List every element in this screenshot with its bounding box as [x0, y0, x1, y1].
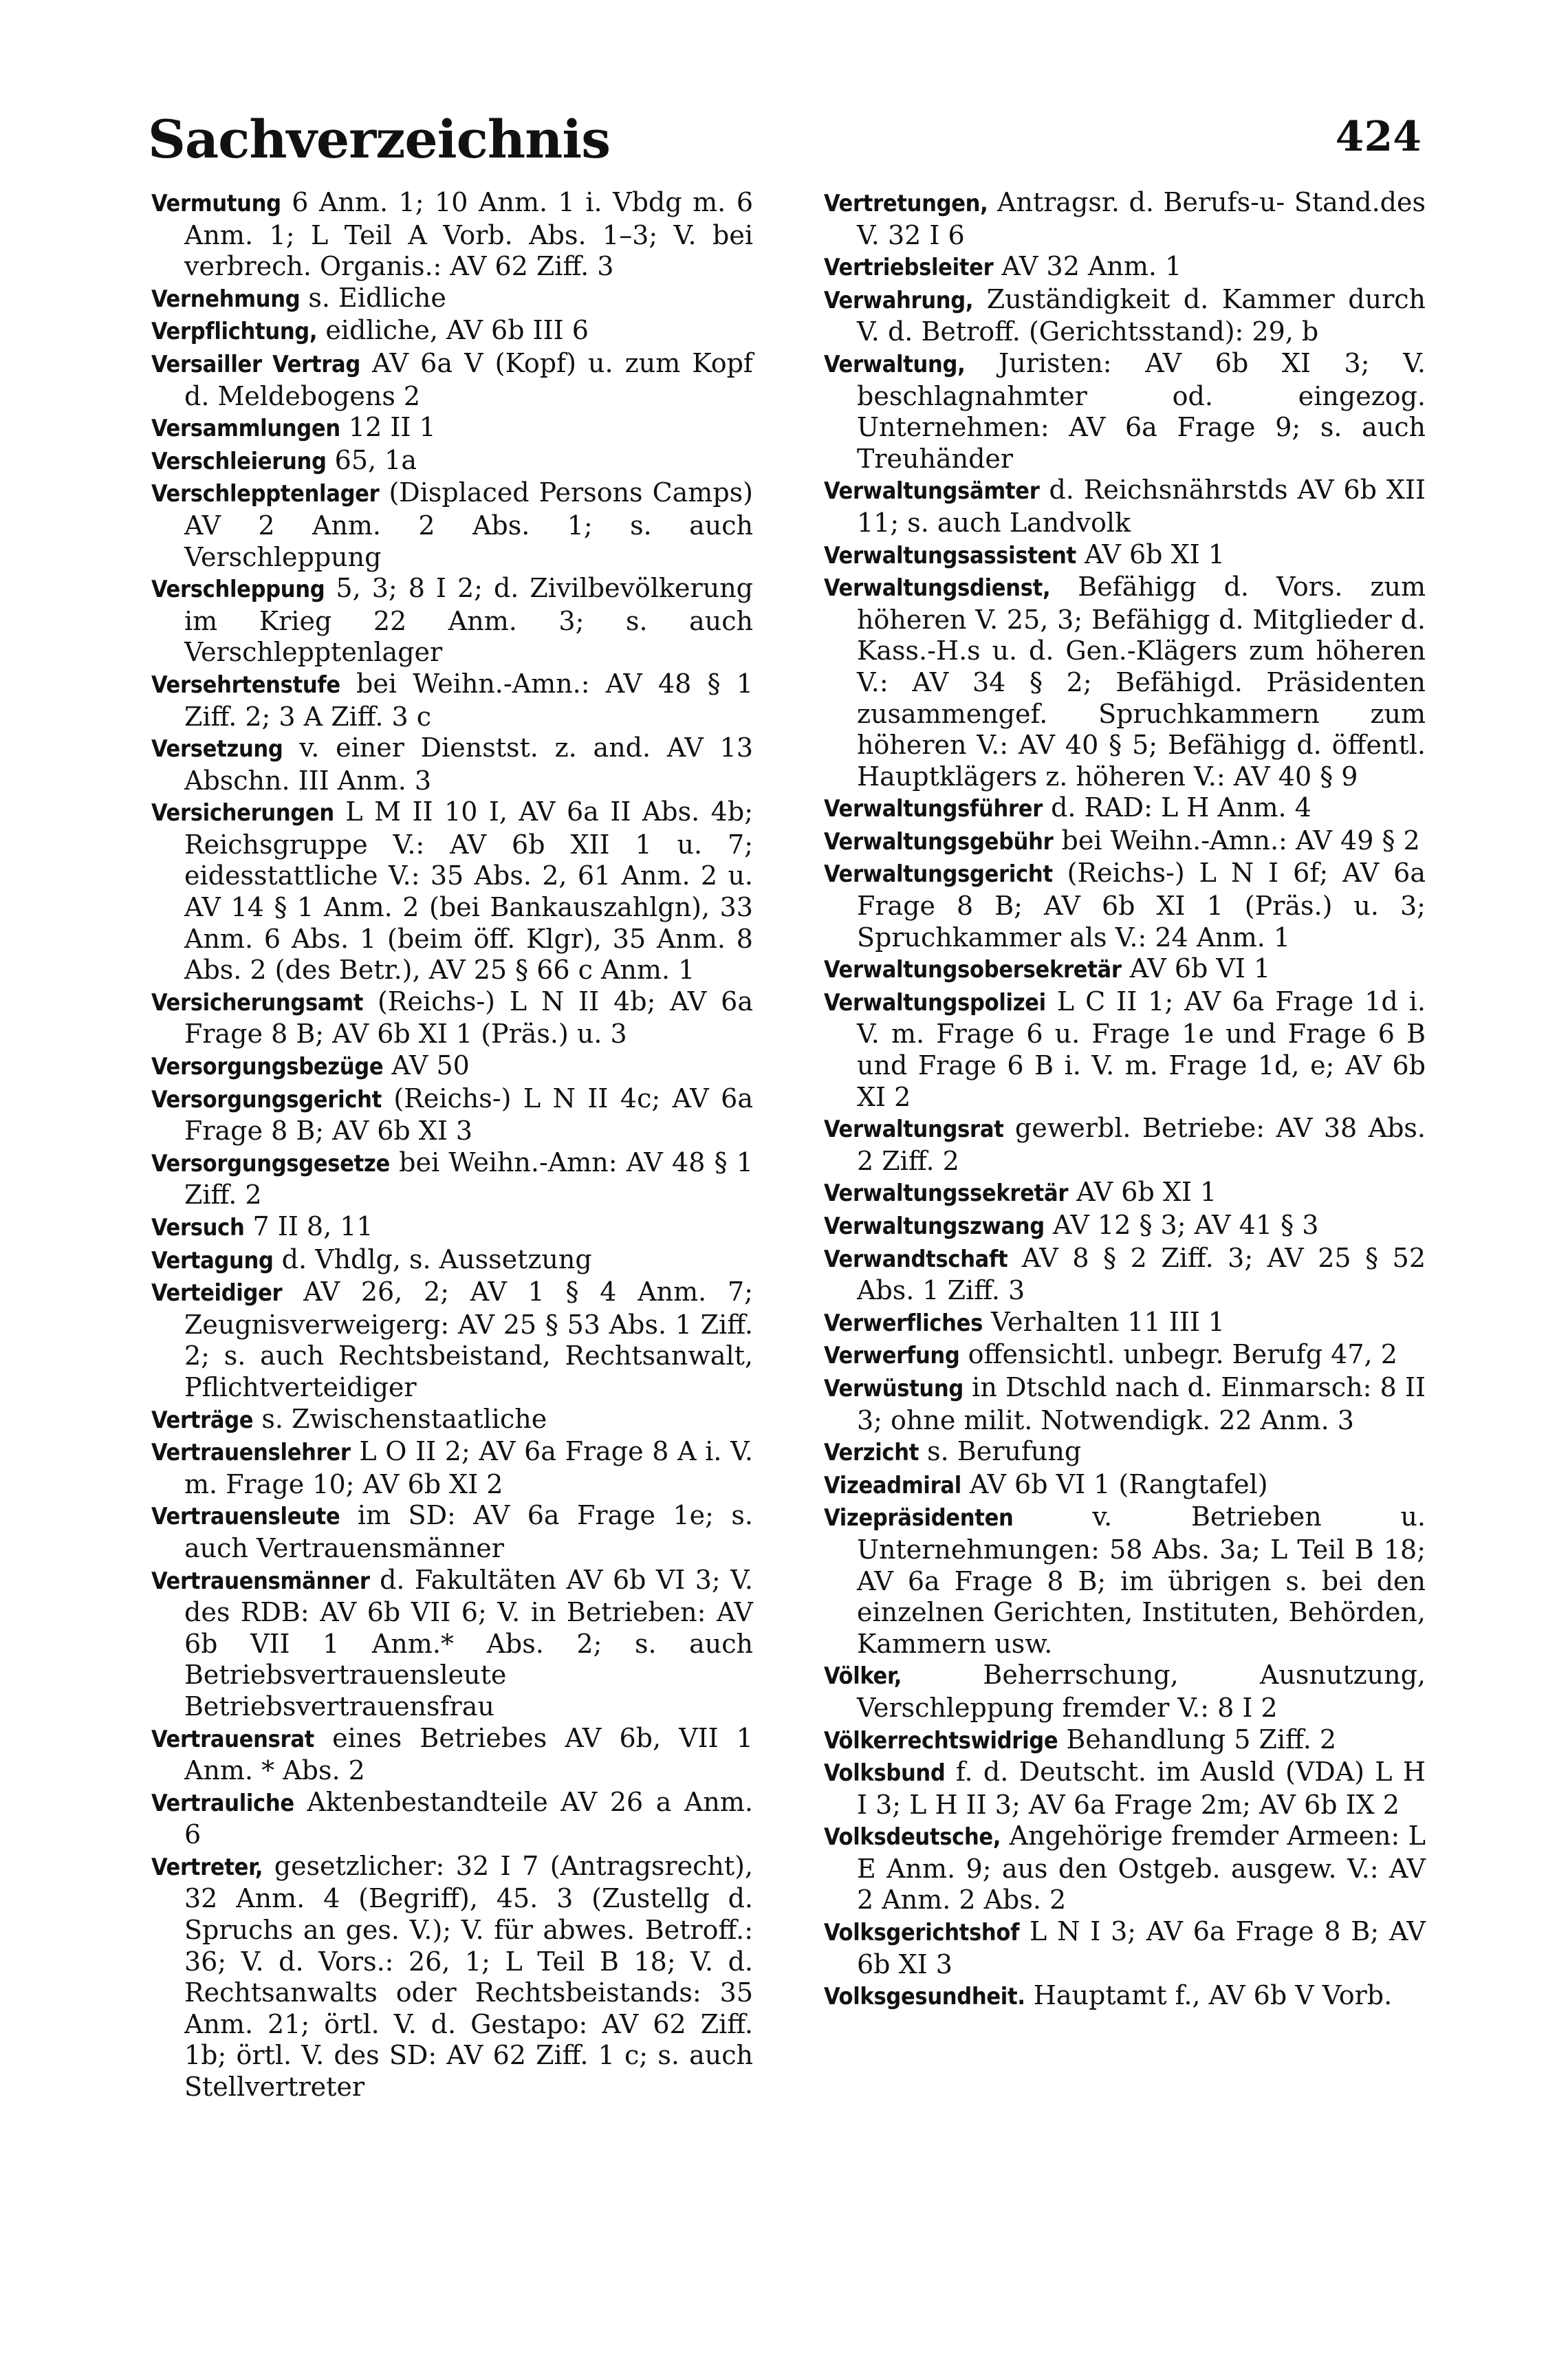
index-reference: AV 12 § 3; AV 41 § 3 [1044, 1210, 1319, 1240]
index-reference: L M II 10 I, AV 6a II Abs. 4b; Reichsgruppe V.: AV 6b XII 1 u. 7; eidesstattliche V.: 35 Abs. 2, 61 Anm. 2 u. AV 14 § 1 Anm. 2 (bei Bankauszahlgn), 33 Anm. 6 Abs. 1 (beim öff. Klgr), 35 Anm. 8 Abs. 2 (des Betr.), AV 25 § 66 c Anm. 1 [184, 796, 753, 986]
index-reference: L N I 3; AV 6a Frage 8 B; AV 6b XI 3 [857, 1916, 1426, 1979]
index-term: Versuch [151, 1214, 245, 1241]
index-entry [151, 573, 753, 669]
index-reference: s. Zwischenstaatliche [253, 1403, 547, 1434]
page-number: 424 [1335, 113, 1422, 161]
index-term: Vizeadmiral [824, 1471, 961, 1499]
index-entry [151, 1436, 753, 1500]
index-reference: im SD: AV 6a Frage 1e; s. auch Vertrauensmänner [184, 1500, 753, 1563]
index-entry [824, 1339, 1426, 1372]
index-entry [824, 1436, 1426, 1469]
index-reference: AV 8 § 2 Ziff. 3; AV 25 § 52 Abs. 1 Ziff. 3 [857, 1242, 1426, 1306]
index-reference: offensichtl. unbegr. Berufg 47, 2 [959, 1339, 1397, 1370]
index-reference: L C II 1; AV 6a Frage 1d i. V. m. Frage 6 u. Frage 1e und Frage 6 B und Frage 6 B i. V. m. Frage 1d, e; AV 6b XI 2 [857, 986, 1426, 1112]
index-entry [824, 953, 1426, 986]
index-reference: gesetzlicher: 32 I 7 (Antragsrecht), 32 Anm. 4 (Begriff), 45. 3 (Zustellg d. Spruchs an ges. V.); V. für abwes. Betroff.: 36; V. d. Vors.: 26, 1; L Teil B 18; V. d. Rechtsanwalts oder Rechtsbeistands: 35 Anm. 21; örtl. V. d. Gestapo: AV 62 Ziff. 1b; örtl. V. des SD: AV 62 Ziff. 1 c; s. auch Stellvertreter [184, 1850, 753, 2103]
index-entry [824, 1177, 1426, 1210]
index-reference: AV 50 [383, 1050, 470, 1081]
index-reference: v. einer Dienstst. z. and. AV 13 Abschn. III Anm. 3 [184, 732, 753, 796]
index-reference: AV 6b XI 1 [1076, 539, 1225, 569]
index-term: Verwaltungsobersekretär [824, 956, 1122, 984]
index-entry [824, 1821, 1426, 1916]
index-reference: Juristen: AV 6b XI 3; V. beschlagnahmter od. eingezog. Unternehmen: AV 6a Frage 9; s. auch Treuhänder [857, 347, 1426, 474]
index-reference: Zuständigkeit d. Kammer durch V. d. Betroff. (Gerichtsstand): 29, b [857, 283, 1426, 347]
index-term: Versicherungen [151, 799, 334, 827]
index-term: Versetzung [151, 735, 283, 763]
index-entry [151, 477, 753, 573]
index-term: Völkerrechtswidrige [824, 1726, 1058, 1755]
index-reference: s. Eidliche [300, 282, 446, 313]
index-term: Verwaltungspolizei [824, 988, 1046, 1017]
index-entry [824, 1372, 1426, 1436]
index-reference: Verhalten 11 III 1 [982, 1306, 1225, 1337]
index-entry [151, 445, 753, 478]
index-entry [824, 187, 1426, 251]
index-entry [151, 1277, 753, 1403]
index-term: Verwaltung, [824, 350, 966, 378]
index-term: Volksgerichtshof [824, 1919, 1020, 1947]
index-term: Vertagung [151, 1246, 274, 1274]
index-entry [151, 412, 753, 445]
index-entry [824, 539, 1426, 572]
index-term: Vermutung [151, 190, 281, 217]
index-reference: AV 6b VI 1 [1121, 953, 1271, 984]
index-term: Verteidiger [151, 1279, 283, 1307]
index-reference: gewerbl. Betriebe: AV 38 Abs. 2 Ziff. 2 [857, 1113, 1426, 1176]
index-entry [151, 187, 753, 283]
index-entry [824, 1307, 1426, 1340]
index-reference: (Reichs-) L N II 4c; AV 6a Frage 8 B; AV 6b XI 3 [184, 1083, 753, 1147]
index-term: Verwaltungssekretär [824, 1180, 1069, 1208]
index-entry [824, 1501, 1426, 1660]
index-term: Verwahrung, [824, 286, 974, 314]
index-entry [151, 1787, 753, 1851]
index-entry [151, 315, 753, 348]
index-reference: L O II 2; AV 6a Frage 8 A i. V. m. Frage 10; AV 6b XI 2 [184, 1436, 753, 1499]
index-reference: (Reichs-) L N I 6f; AV 6a Frage 8 B; AV 6b XI 1 (Präs.) u. 3; Spruchkammer als V.: 24 Anm. 1 [857, 858, 1426, 953]
index-reference: bei Weihn.-Amn: AV 48 § 1 Ziff. 2 [184, 1147, 753, 1211]
index-term: Versorgungsbezüge [151, 1053, 384, 1081]
index-entry [151, 796, 753, 986]
index-reference: v. Betrieben u. Unternehmungen: 58 Abs. 3a; L Teil B 18; AV 6a Frage 8 B; im übrigen s. bei den einzelnen Gerichten, Instituten, Behörden, Kammern usw. [857, 1501, 1426, 1659]
index-entry [151, 1565, 753, 1723]
index-term: Versicherungsamt [151, 988, 364, 1017]
index-reference: d. Fakultäten AV 6b VI 3; V. des RDB: AV 6b VII 6; V. in Betrieben: AV 6b VII 1 Anm.* Abs. 2; s. auch Betriebsvertrauensleute Betriebsvertrauensfrau [184, 1564, 753, 1722]
index-reference: s. Berufung [919, 1436, 1082, 1467]
page-title: Sachverzeichnis [148, 109, 611, 170]
index-reference: AV 32 Anm. 1 [993, 251, 1182, 282]
index-entry [151, 1083, 753, 1147]
index-term: Verzicht [824, 1439, 919, 1467]
index-term: Vertreter, [151, 1853, 263, 1881]
index-reference: d. Vhdlg, s. Aussetzung [273, 1244, 592, 1274]
index-term: Verwaltungsassistent [824, 541, 1076, 569]
index-entry [824, 572, 1426, 792]
index-term: Verschlepptenlager [151, 480, 380, 508]
index-term: Versailler Vertrag [151, 350, 360, 378]
index-entry [151, 986, 753, 1050]
index-entry [151, 1211, 753, 1244]
index-term: Verwaltungsrat [824, 1116, 1004, 1144]
index-entry [151, 1404, 753, 1437]
index-reference: 7 II 8, 11 [244, 1211, 373, 1241]
index-term: Vizepräsidenten [824, 1504, 1014, 1532]
index-term: Volksdeutsche, [824, 1823, 1001, 1852]
index-entry [151, 283, 753, 316]
index-term: Versehrtenstufe [151, 671, 340, 699]
index-entry [151, 1147, 753, 1211]
index-reference: d. RAD: L H Anm. 4 [1043, 792, 1311, 823]
index-term: Verwerfung [824, 1342, 960, 1370]
index-reference: Angehörige fremder Armeen: L E Anm. 9; aus den Ostgeb. ausgew. V.: AV 2 Anm. 2 Abs. 2 [857, 1821, 1426, 1915]
index-term: Verwaltungsgericht [824, 860, 1053, 889]
index-term: Versammlungen [151, 415, 340, 443]
index-reference: AV 6b VI 1 (Rangtafel) [961, 1468, 1268, 1499]
index-entry [824, 1210, 1426, 1243]
index-reference: d. Reichsnährstds AV 6b XII 11; s. auch Landvolk [857, 475, 1426, 538]
index-reference: 12 II 1 [340, 412, 436, 443]
index-reference: (Displaced Persons Camps) AV 2 Anm. 2 Abs. 1; s. auch Verschleppung [184, 477, 753, 572]
index-entry [824, 858, 1426, 953]
index-reference: in Dtschld nach d. Einmarsch: 8 II 3; ohne milit. Notwendigk. 22 Anm. 3 [857, 1371, 1426, 1435]
index-term: Vertrauenslehrer [151, 1439, 351, 1467]
index-entry [824, 1243, 1426, 1307]
index-term: Vertrauensrat [151, 1725, 314, 1753]
index-entry [824, 475, 1426, 539]
index-entry [824, 1113, 1426, 1177]
index-reference: AV 26, 2; AV 1 § 4 Anm. 7; Zeugnisverweigerg: AV 25 § 53 Abs. 1 Ziff. 2; s. auch Rechtsbeistand, Rechtsanwalt, Pflichtverteidiger [184, 1277, 753, 1402]
index-entry [824, 1660, 1426, 1724]
index-term: Versorgungsgesetze [151, 1149, 390, 1177]
index-entry [824, 1757, 1426, 1821]
index-reference: eines Betriebes AV 6b, VII 1 Anm. * Abs. 2 [184, 1722, 753, 1786]
index-entry [824, 792, 1426, 825]
index-term: Verschleierung [151, 447, 327, 475]
index-reference: Befähigg d. Vors. zum höheren V. 25, 3; Befähigg d. Mitglieder d. Kass.-H.s u. d. Gen.-Klägers zum höheren V.: AV 34 § 2; Befähigd. Präsidenten zusammengef. Spruchkammern zum höheren V.: AV 40 § 5; Befähigg d. öffentl. Hauptklägers z. höheren V.: AV 40 § 9 [857, 572, 1426, 792]
index-entry [151, 669, 753, 732]
index-reference: f. d. Deutscht. im Ausld (VDA) L H I 3; L H II 3; AV 6a Frage 2m; AV 6b IX 2 [857, 1757, 1426, 1820]
index-term: Vernehmung [151, 285, 301, 313]
index-entry [151, 1050, 753, 1083]
index-term: Verträge [151, 1406, 254, 1434]
index-entry [151, 348, 753, 412]
index-reference: Antragsr. d. Berufs-u- Stand.des V. 32 I 6 [857, 187, 1426, 250]
index-term: Verwaltungsämter [824, 477, 1040, 506]
index-term: Volksbund [824, 1759, 946, 1788]
index-entry [151, 1500, 753, 1564]
index-term: Vertretungen, [824, 190, 988, 217]
index-term: Verwaltungsführer [824, 795, 1043, 823]
index-term: Verwüstung [824, 1374, 963, 1402]
index-term: Völker, [824, 1662, 902, 1691]
index-reference: 6 Anm. 1; 10 Anm. 1 i. Vbdg m. 6 Anm. 1; L Teil A Vorb. Abs. 1–3; V. bei verbrech. Organis.: AV 62 Ziff. 3 [184, 187, 753, 282]
index-term: Vertrauensmänner [151, 1567, 370, 1595]
index-entry [824, 284, 1426, 348]
index-reference: Aktenbestandteile AV 26 a Anm. 6 [184, 1786, 753, 1850]
index-reference: bei Weihn.-Amn.: AV 49 § 2 [1053, 825, 1420, 856]
index-entry [824, 825, 1426, 858]
index-entry [824, 1916, 1426, 1980]
index-term: Verwaltungszwang [824, 1213, 1045, 1240]
index-reference: bei Weihn.-Amn.: AV 48 § 1 Ziff. 2; 3 A Ziff. 3 c [184, 668, 753, 732]
index-reference: (Reichs-) L N II 4b; AV 6a Frage 8 B; AV 6b XI 1 (Präs.) u. 3 [184, 986, 753, 1050]
index-entry [151, 1851, 753, 2103]
index-reference: 5, 3; 8 I 2; d. Zivilbevölkerung im Krieg 22 Anm. 3; s. auch Verschlepptenlager [184, 573, 753, 668]
index-entry [824, 1469, 1426, 1502]
index-term: Vertriebsleiter [824, 254, 994, 282]
index-entry [824, 1724, 1426, 1757]
index-reference: AV 6a V (Kopf) u. zum Kopf d. Meldebogens 2 [184, 347, 753, 411]
index-term: Verschleppung [151, 576, 325, 604]
index-reference: Behandlung 5 Ziff. 2 [1058, 1724, 1337, 1755]
index-entry [824, 1980, 1426, 2013]
index-reference: 65, 1a [326, 444, 417, 475]
index-term: Verwaltungsgebühr [824, 827, 1054, 856]
index-term: Vertrauliche [151, 1789, 294, 1817]
index-column-left [151, 187, 753, 2103]
index-reference: Beherrschung, Ausnutzung, Verschleppung fremder V.: 8 I 2 [857, 1660, 1426, 1723]
index-entry [824, 251, 1426, 284]
index-term: Verwaltungsdienst, [824, 574, 1051, 603]
index-term: Volksgesundheit. [824, 1983, 1025, 2011]
index-entry [151, 1244, 753, 1277]
index-reference: eidliche, AV 6b III 6 [317, 315, 589, 346]
index-column-right [824, 187, 1426, 2013]
index-entry [151, 732, 753, 796]
index-term: Verwerfliches [824, 1309, 983, 1337]
index-term: Vertrauensleute [151, 1503, 340, 1531]
index-term: Verwandtschaft [824, 1245, 1008, 1273]
index-term: Versorgungsgericht [151, 1085, 382, 1114]
index-reference: Hauptamt f., AV 6b V Vorb. [1025, 1980, 1393, 2011]
index-entry [151, 1723, 753, 1787]
index-term: Verpflichtung, [151, 318, 318, 346]
index-reference: AV 6b XI 1 [1068, 1177, 1217, 1208]
index-entry [824, 986, 1426, 1113]
index-entry [824, 348, 1426, 475]
